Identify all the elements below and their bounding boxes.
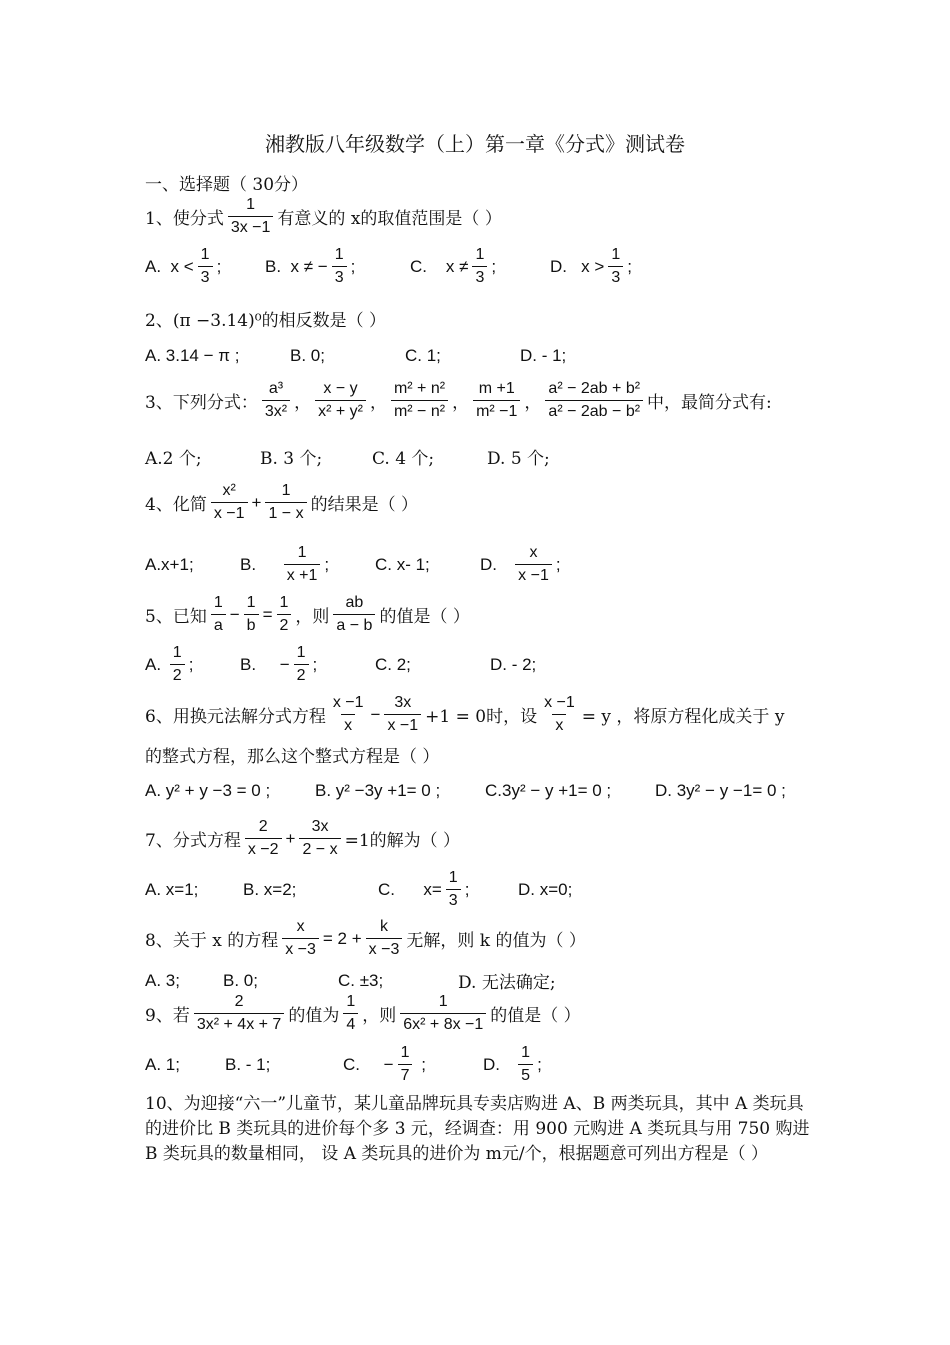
option-c[interactable]: C. 2; [375, 654, 411, 674]
question-4: 4、化简 $\frac{\text{x²}}{x -1}$ + $\frac{1}{1 - x}$ 的结果是（ ） [145, 482, 418, 523]
option-d[interactable]: D. 无法确定; [458, 973, 556, 993]
option-d[interactable]: D. $\frac{1}{5}$ ; [483, 1044, 542, 1085]
fraction: $\frac{3x}{x -1}$ [384, 694, 421, 736]
option-d[interactable]: D. 5 个; [487, 449, 550, 469]
option-c[interactable]: C. 4 个; [372, 449, 435, 469]
fraction: $\frac{k}{x -3}$ [366, 918, 403, 960]
fraction: $\frac{\text{a³}}{\text{3x²}}$ [262, 380, 290, 422]
fraction: $\frac{\text{m² + n²}}{\text{m² − n²}}$ [391, 380, 448, 422]
option-d[interactable]: D. $\frac{x}{x -1}$ ; [480, 544, 561, 585]
fraction: $\frac{2}{\text{3x² + 4x + 7}}$ [194, 993, 285, 1035]
question-7-options [145, 869, 572, 911]
fraction: $\frac{m +1}{\text{m² −1}}$ [473, 380, 520, 422]
option-c[interactable]: C. ±3; [338, 970, 384, 990]
option-b[interactable]: B. x ≠ − $\frac{1}{3}$ ; [265, 246, 356, 287]
question-5-options [145, 644, 536, 686]
fraction: $\frac{x}{x -3}$ [282, 918, 319, 960]
option-a[interactable]: A. x < $\frac{1}{3}$ ; [145, 246, 222, 287]
question-6: 6、用换元法解分式方程 $\frac{x -1}{x}$ − $\frac{3x}{x -1}$ +1 = 0时，设 $\frac{x -1}{x}$ = y ，将原方程化成关于 y [145, 694, 785, 735]
option-c[interactable]: C. x- 1; [375, 554, 430, 574]
question-10: 10、为迎接“六一”儿童节，某儿童品牌玩具专卖店购进 A、B 两类玩具，其中 A 类玩具的进价比 B 类玩具的进价每个多 3 元，经调查：用 900 元购进 A 类玩具与用 750 购进 B 类玩具的数量相同， 设 A 类玩具的进价为 m元/个，根据题意可列出方程是（ ） [145, 1094, 810, 1164]
fraction: $\frac{1}{3x -1}$ [228, 196, 274, 238]
fraction: $\frac{x - y}{\text{x² + y²}}$ [315, 380, 366, 422]
question-4-options [145, 544, 561, 586]
question-5: 5、已知 $\frac{1}{a}$ − $\frac{1}{b}$ = $\frac{1}{2}$ ，则 $\frac{ab}{a - b}$ 的值是（ ） [145, 594, 470, 635]
option-a[interactable]: A. 3; [145, 970, 180, 990]
fraction: $\frac{2}{x -2}$ [245, 818, 282, 860]
fraction: $\frac{ab}{a - b}$ [333, 594, 375, 636]
question-8-options [145, 968, 556, 993]
option-a[interactable]: A. 1; [145, 1054, 180, 1074]
question-7: 7、分式方程 $\frac{2}{x -2}$ + $\frac{3x}{2 - x}$ =1的解为（ ） [145, 818, 461, 859]
question-1: 1、使分式 $\frac{1}{3x -1}$ 有意义的 x的取值范围是（ ） [145, 196, 502, 237]
option-d[interactable]: D. - 1; [520, 346, 567, 365]
section-heading: 一、选择题（ 30分） [145, 175, 309, 195]
option-a[interactable]: A.2 个; [145, 449, 202, 469]
fraction: $\frac{1}{4}$ [343, 993, 358, 1035]
option-a[interactable]: A. 3.14 − π ; [145, 346, 240, 365]
option-d[interactable]: D. 3y² − y −1= 0 ; [655, 781, 786, 800]
option-c[interactable]: C. − $\frac{1}{7}$ ; [343, 1044, 426, 1085]
option-c[interactable]: C. 1; [405, 346, 441, 365]
question-2: 2、(π −3.14)⁰的相反数是（ ） [145, 311, 386, 331]
question-6-line2: 的整式方程，那么这个整式方程是（ ） [145, 747, 440, 767]
option-b[interactable]: B. $\frac{1}{x +1}$ ; [240, 544, 330, 585]
option-a[interactable]: A.x+1; [145, 554, 194, 574]
fraction: $\frac{3x}{2 - x}$ [299, 818, 340, 860]
option-d[interactable]: D. - 2; [490, 654, 537, 674]
option-a[interactable]: A. $\frac{1}{2}$ ; [145, 644, 194, 685]
option-c[interactable]: C.3y² − y +1= 0 ; [485, 781, 612, 800]
fraction: $\frac{\text{x²}}{x -1}$ [211, 482, 248, 524]
option-b[interactable]: B. 3 个; [260, 449, 323, 469]
page-title: 湘教版八年级数学（上）第一章《分式》测试卷 [265, 132, 685, 156]
option-d[interactable]: D. x > $\frac{1}{3}$ ; [550, 246, 632, 287]
question-3: 3、下列分式： $\frac{\text{a³}}{\text{3x²}}$ ， $\frac{x - y}{\text{x² + y²}}$ ， $\frac{\text{m² + n²}}{\text{m² − n²}}$ ， $\frac{m +1}{\text{m² −1}}$ ， $\frac{\text{a² − 2ab + b²}}{\text{a² − 2ab − b²}}$ 中，最简分式有: [145, 380, 772, 421]
option-d[interactable]: D. x=0; [518, 879, 573, 899]
fraction: $\frac{1}{b}$ [244, 594, 259, 636]
option-b[interactable]: B. 0; [290, 346, 325, 365]
option-a[interactable]: A. y² + y −3 = 0 ; [145, 781, 271, 800]
option-b[interactable]: B. 0; [223, 970, 258, 990]
question-2-options [145, 346, 566, 366]
option-c[interactable]: C. x= $\frac{1}{3}$ ; [378, 869, 470, 910]
option-b[interactable]: B. y² −3y +1= 0 ; [315, 781, 441, 800]
question-3-options [145, 444, 550, 469]
option-b[interactable]: B. x=2; [243, 879, 297, 899]
fraction: $\frac{1}{1 - x}$ [265, 482, 306, 524]
fraction: $\frac{1}{\text{6x² + 8x −1}}$ [400, 993, 486, 1035]
option-b[interactable]: B. - 1; [225, 1054, 271, 1074]
option-c[interactable]: C. x ≠ $\frac{1}{3}$ ; [410, 246, 497, 287]
fraction: $\frac{1}{a}$ [211, 594, 226, 636]
question-8: 8、关于 x 的方程 $\frac{x}{x -3}$ = 2 + $\frac{k}{x -3}$ 无解，则 k 的值为（ ） [145, 918, 586, 959]
question-9: 9、若 $\frac{2}{\text{3x² + 4x + 7}}$ 的值为 $\frac{1}{4}$ ，则 $\frac{1}{\text{6x² + 8x −1}}$ 的值是（ ） [145, 993, 581, 1034]
fraction: $\frac{x -1}{x}$ [544, 694, 575, 735]
question-6-options [145, 781, 786, 801]
option-a[interactable]: A. x=1; [145, 879, 199, 899]
question-9-options [145, 1044, 542, 1086]
fraction: $\frac{x -1}{x}$ [332, 694, 364, 735]
question-1-options [145, 246, 632, 288]
option-b[interactable]: B. − $\frac{1}{2}$ ; [240, 644, 318, 685]
fraction: $\frac{\text{a² − 2ab + b²}}{\text{a² − 2ab − b²}}$ [545, 380, 643, 422]
fraction: $\frac{1}{2}$ [277, 594, 292, 636]
